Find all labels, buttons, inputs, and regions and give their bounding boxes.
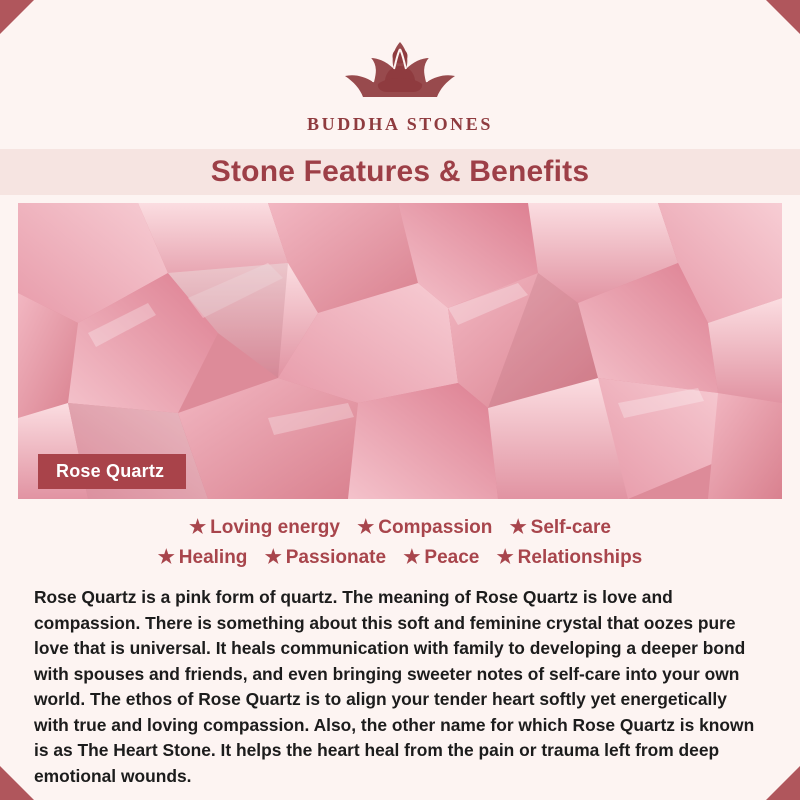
keyword-label: Healing bbox=[178, 547, 248, 568]
brand-header bbox=[0, 0, 800, 135]
brand-name: BUDDHA STONES bbox=[306, 114, 494, 134]
hero-image bbox=[18, 203, 782, 499]
keyword-list bbox=[0, 513, 800, 573]
keyword-item bbox=[357, 513, 492, 543]
hero-caption: Rose Quartz bbox=[38, 454, 186, 489]
star-icon: ★ bbox=[403, 547, 421, 568]
star-icon: ★ bbox=[496, 547, 514, 568]
keyword-label: Relationships bbox=[517, 547, 643, 568]
keyword-label: Peace bbox=[424, 547, 480, 568]
description-text: Rose Quartz is a pink form of quartz. The meaning of Rose Quartz is love and compassion. There is something about this soft and feminine crystal that oozes pure love that is universal. It heals communication with family to developing a deeper bond with spouses and friends, and even bringing sweeter notes of self-care into your own world. The ethos of Rose Quartz is to align your tender heart softly yet energetically with true and loving compassion. Also, the other name for which Rose Quartz is known is as The Heart Stone. It helps the heart heal from the pain or trauma left from deep emotional wounds. bbox=[34, 587, 755, 786]
page-title: Stone Features & Benefits bbox=[210, 155, 590, 188]
star-icon: ★ bbox=[264, 547, 282, 568]
corner-decoration-bottom-right bbox=[766, 766, 800, 800]
star-icon: ★ bbox=[189, 517, 207, 538]
keyword-item bbox=[510, 513, 611, 543]
keyword-row-2 bbox=[0, 543, 800, 573]
keyword-label: Compassion bbox=[378, 517, 493, 538]
lotus-meditation-icon bbox=[315, 22, 485, 108]
keyword-row-1 bbox=[0, 513, 800, 543]
star-icon: ★ bbox=[357, 517, 375, 538]
keyword-item bbox=[189, 513, 340, 543]
corner-decoration-bottom-left bbox=[0, 766, 34, 800]
star-icon: ★ bbox=[157, 547, 175, 568]
keyword-item bbox=[403, 543, 479, 573]
corner-decoration-top-left bbox=[0, 0, 34, 34]
star-icon: ★ bbox=[509, 517, 527, 538]
keyword-item bbox=[158, 543, 248, 573]
title-band bbox=[0, 149, 800, 195]
keyword-label: Self-care bbox=[530, 517, 611, 538]
corner-decoration-top-right bbox=[766, 0, 800, 34]
keyword-item bbox=[497, 543, 643, 573]
keyword-label: Loving energy bbox=[210, 517, 340, 538]
keyword-label: Passionate bbox=[285, 547, 387, 568]
keyword-item bbox=[265, 543, 386, 573]
